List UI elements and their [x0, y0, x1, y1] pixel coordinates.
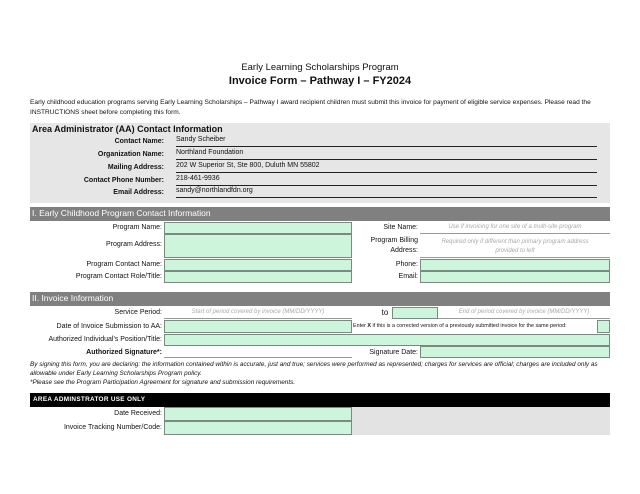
program-contact-name-input[interactable]	[164, 259, 352, 271]
email-input[interactable]	[420, 271, 610, 283]
submission-date-label: Date of Invoice Submission to AA:	[56, 323, 162, 330]
invoice-section-title: II. Invoice Information	[32, 293, 114, 303]
declaration-note: *Please see the Program Participation Agreement for signature and submission requirements.	[30, 379, 296, 386]
site-name-input[interactable]	[420, 222, 610, 234]
signature-input[interactable]	[164, 346, 352, 358]
aa-section-title: Area Administrator (AA) Contact Information	[32, 124, 223, 134]
aa-email-value: sandy@northlandfdn.org	[176, 187, 597, 198]
program-address-label: Program Address:	[105, 241, 162, 248]
aa-contact-name-label: Contact Name:	[114, 138, 164, 145]
aa-phone-label: Contact Phone Number:	[83, 177, 164, 184]
aa-only-header	[30, 393, 610, 407]
aa-contact-name-value: Sandy Scheiber	[176, 136, 597, 147]
aa-only-shaded-area	[352, 407, 610, 435]
billing-address-placeholder	[420, 235, 610, 256]
site-name-label: Site Name:	[383, 224, 418, 231]
signature-date-label: Signature Date:	[369, 349, 418, 356]
site-name-placeholder: Use if invoicing for one site of a multi-site program	[448, 224, 582, 230]
aa-organization-value: Northland Foundation	[176, 149, 597, 160]
submission-date-input[interactable]	[164, 320, 352, 333]
aa-phone-value: 218-461-9936	[176, 175, 597, 186]
service-period-label: Service Period:	[114, 309, 162, 316]
billing-address-label-line1: Program Billing	[370, 237, 418, 244]
declaration-text: By signing this form, you are declaring: the information contained within is accurate, just and true; services were performed as represented; charges for services are official; charges are included only as allowable under Early Learning Scholarships Program policy.	[30, 361, 598, 377]
signature-date-input[interactable]	[420, 346, 610, 358]
aa-organization-label: Organization Name:	[97, 151, 164, 158]
billing-placeholder-line1: Required only if different than primary program address	[441, 239, 589, 245]
corrected-invoice-note	[353, 323, 597, 329]
aa-mailing-address-label: Mailing Address:	[107, 164, 164, 171]
date-received-label: Date Received:	[114, 410, 162, 417]
service-start-placeholder: Start of period covered by invoice (MM/DD/YYYY)	[191, 309, 325, 315]
invoice-section-header	[30, 292, 610, 306]
program-section-title: I. Early Childhood Program Contact Information	[32, 208, 211, 218]
service-period-start-input[interactable]	[164, 307, 352, 319]
intro-text: Early childhood education programs serving Early Learning Scholarships – Pathway I award recipient children must submit this invoice for payment of eligible service expenses. Please read the INSTRUCTIONS sheet before completing this form.	[30, 99, 591, 116]
aa-only-title: AREA ADMINSTRATOR USE ONLY	[33, 396, 146, 403]
aa-email-label: Email Address:	[113, 189, 164, 196]
program-address-input[interactable]	[164, 234, 352, 258]
corrected-note-x: X	[367, 323, 371, 329]
billing-address-label	[352, 236, 418, 256]
email-label: Email:	[398, 273, 418, 280]
billing-address-label-line2: Address:	[390, 247, 418, 254]
service-period-to-cell[interactable]	[392, 307, 438, 319]
program-contact-section-header	[30, 207, 610, 221]
program-contact-name-label: Program Contact Name:	[86, 261, 162, 268]
program-name-heading: Early Learning Scholarships Program	[241, 62, 399, 73]
program-name-label: Program Name:	[112, 224, 162, 231]
to-label: to	[381, 308, 389, 317]
signature-label: Authorized Signature*:	[86, 349, 162, 356]
program-contact-role-input[interactable]	[164, 271, 352, 283]
authorized-title-label: Authorized Individual's Position/Title:	[48, 336, 162, 343]
program-name-input[interactable]	[164, 222, 352, 234]
date-received-input[interactable]	[164, 407, 352, 421]
tracking-number-label: Invoice Tracking Number/Code:	[63, 424, 162, 431]
phone-input[interactable]	[420, 259, 610, 271]
form-title: Invoice Form – Pathway I – FY2024	[228, 75, 412, 87]
billing-address-input[interactable]	[420, 235, 610, 258]
service-period-end-input[interactable]	[438, 307, 610, 319]
tracking-number-input[interactable]	[164, 421, 352, 435]
corrected-note-post: if this is a corrected version of a previously submitted invoice for the same period:	[371, 323, 567, 329]
billing-placeholder-line2: provided to left	[495, 248, 535, 254]
corrected-note-pre: Enter	[353, 323, 368, 329]
phone-label: Phone:	[395, 261, 418, 268]
corrected-invoice-checkbox[interactable]	[597, 320, 610, 333]
aa-mailing-address-value: 202 W Superior St, Ste 800, Duluth MN 55802	[176, 162, 597, 173]
service-end-placeholder: End of period covered by invoice (MM/DD/YYYY)	[458, 309, 590, 315]
program-contact-role-label: Program Contact Role/Title:	[75, 273, 162, 280]
authorized-title-input[interactable]	[164, 334, 610, 346]
